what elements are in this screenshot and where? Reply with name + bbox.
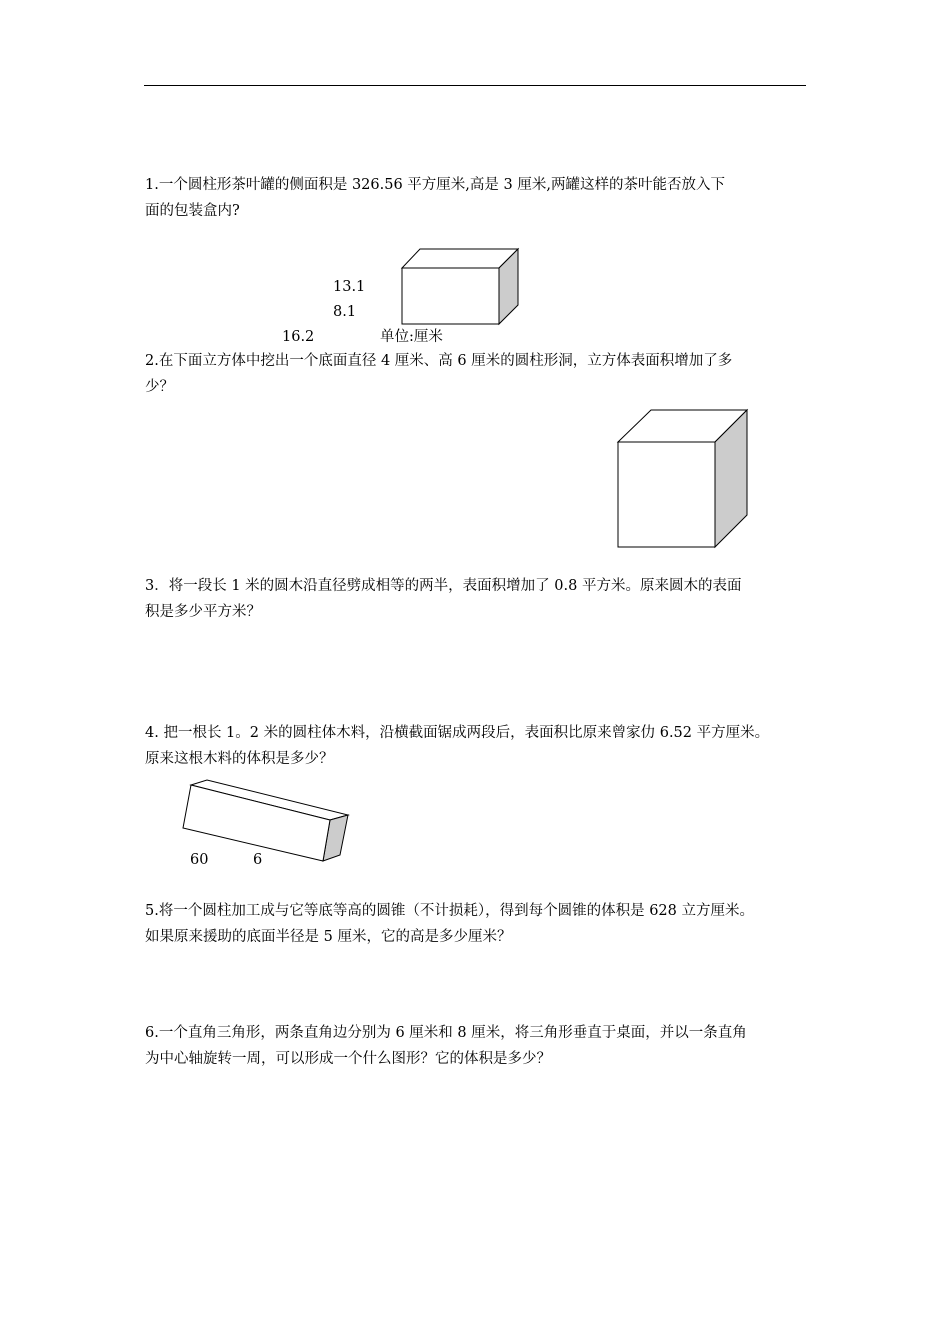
box-height-label: 13.1 bbox=[333, 279, 366, 295]
question-6 bbox=[145, 1020, 820, 1072]
question-4-line-1: 4. 把一根长 1。2 米的圆柱体木料，沿横截面锯成两段后，表面积比原来曾家仂 6.52 平方厘米。 bbox=[145, 725, 770, 741]
box-unit-label: 单位:厘米 bbox=[380, 329, 443, 345]
box-top-face bbox=[402, 249, 518, 268]
question-4-line-2: 原来这根木料的体积是多少？ bbox=[145, 751, 334, 767]
question-2-line-2: 少？ bbox=[145, 379, 174, 395]
prism-label-60: 60 bbox=[190, 852, 209, 868]
question-1-line-1: 1.一个圆柱形茶叶罐的侧面积是 326.56 平方厘米,高是 3 厘米,两罐这样的茶叶能否放入下 bbox=[145, 177, 725, 193]
box-length-label: 16.2 bbox=[282, 329, 315, 345]
question-2 bbox=[145, 348, 820, 400]
question-1-line-2: 面的包装盒内? bbox=[145, 203, 240, 219]
box-figure bbox=[380, 240, 530, 330]
question-3-line-2: 积是多少平方米？ bbox=[145, 604, 261, 620]
question-6-line-2: 为中心轴旋转一周，可以形成一个什么图形？它的体积是多少？ bbox=[145, 1051, 551, 1067]
question-6-line-1: 6.一个直角三角形，两条直角边分别为 6 厘米和 8 厘米，将三角形垂直于桌面，并以一条直角 bbox=[145, 1025, 747, 1041]
question-5-line-1: 5.将一个圆柱加工成与它等底等高的圆锥（不计损耗），得到每个圆锥的体积是 628 立方厘米。 bbox=[145, 903, 754, 919]
question-4 bbox=[145, 720, 820, 772]
question-3-line-1: 3．将一段长 1 米的圆木沿直径劈成相等的两半，表面积增加了 0.8 平方米。原来圆木的表面 bbox=[145, 578, 742, 594]
box-front-face bbox=[402, 268, 499, 324]
question-5 bbox=[145, 898, 820, 950]
question-1 bbox=[145, 172, 820, 224]
header-rule bbox=[144, 85, 806, 86]
question-2-line-1: 2.在下面立方体中挖出一个底面直径 4 厘米、高 6 厘米的圆柱形洞，立方体表面积增加了多 bbox=[145, 353, 733, 369]
question-3 bbox=[145, 573, 820, 625]
cube-front-face bbox=[618, 442, 715, 547]
cube-figure bbox=[610, 402, 755, 554]
prism-label-6: 6 bbox=[253, 852, 263, 868]
question-5-line-2: 如果原来援助的底面半径是 5 厘米，它的高是多少厘米？ bbox=[145, 929, 512, 945]
box-depth-label: 8.1 bbox=[333, 304, 357, 320]
